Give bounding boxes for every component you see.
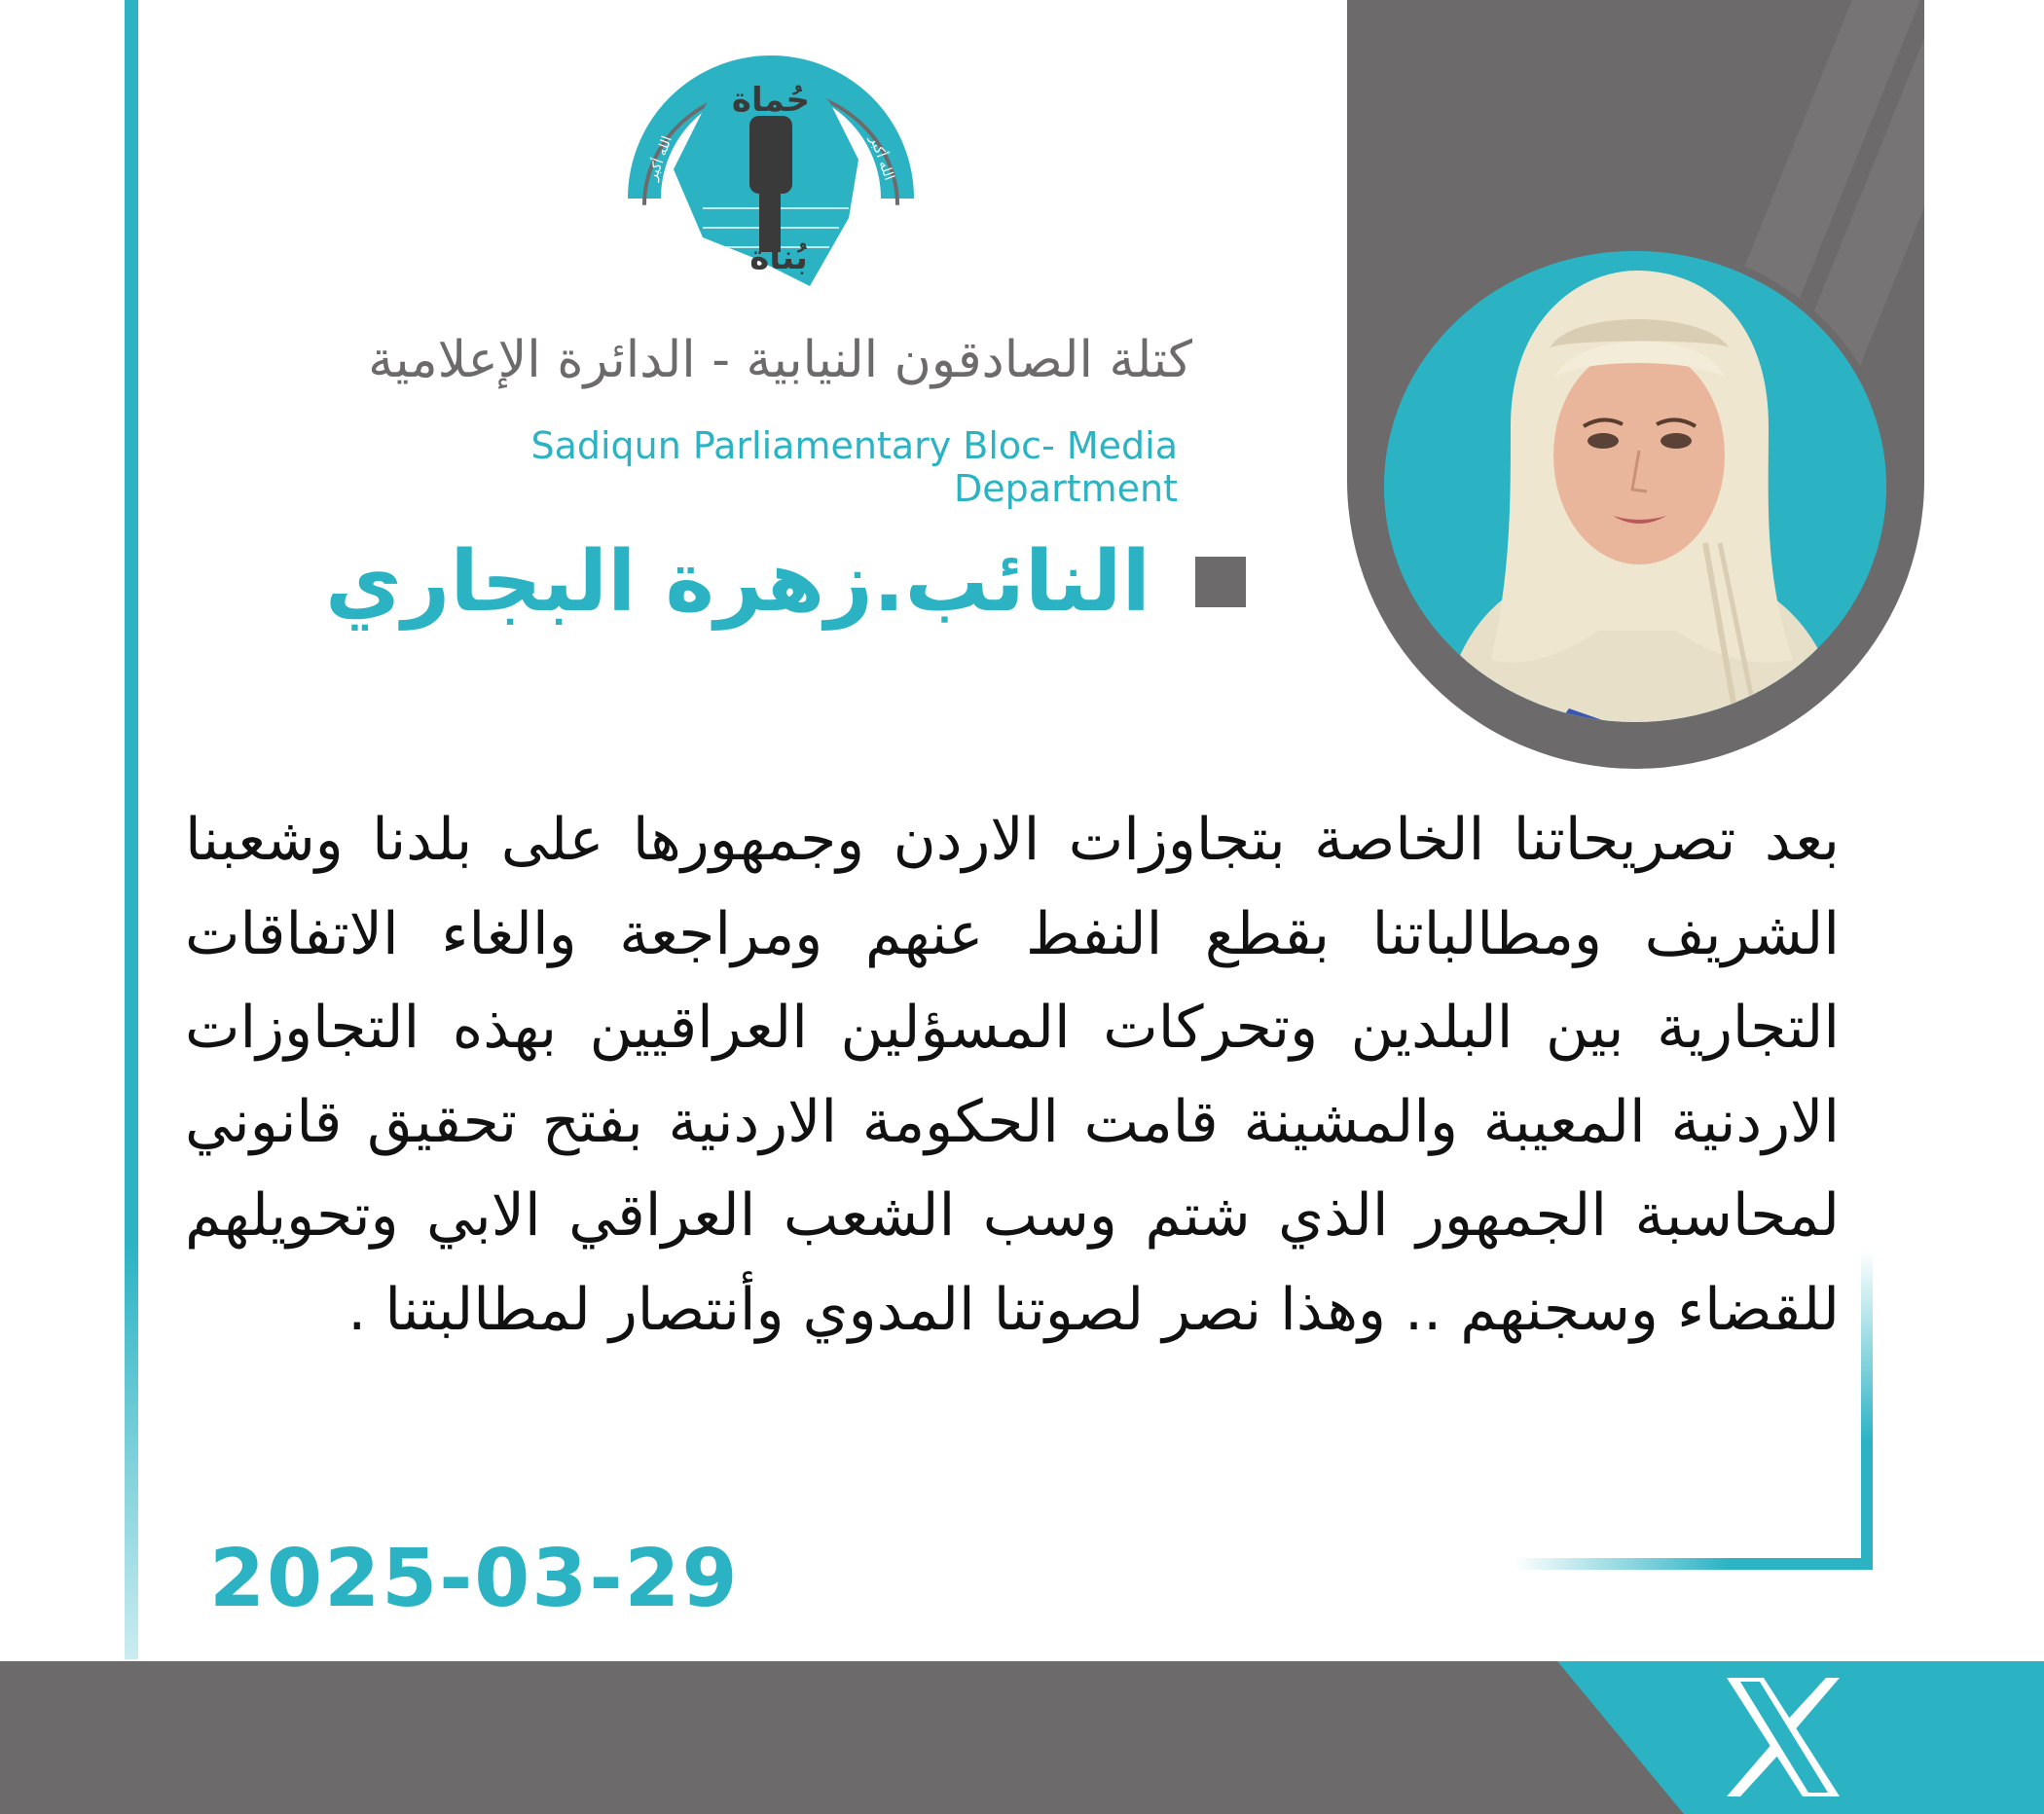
portrait-illustration bbox=[1384, 251, 1886, 722]
logo-word-top: حُماة bbox=[731, 81, 811, 120]
text-frame-right bbox=[1861, 1251, 1873, 1570]
date: 2025-03-29 bbox=[209, 1533, 740, 1625]
text-frame-bottom bbox=[1514, 1558, 1873, 1570]
name-bullet-square bbox=[1195, 557, 1246, 607]
logo-motto-left: الله أكبر bbox=[644, 133, 675, 183]
name-row bbox=[325, 533, 1246, 631]
portrait-photo bbox=[1376, 243, 1894, 730]
logo-word-bottom: بُناة bbox=[749, 238, 808, 277]
header-english: Sadiqun Parliamentary Bloc- Media Department bbox=[530, 424, 1178, 510]
organization-logo bbox=[605, 14, 936, 306]
x-logo-icon[interactable] bbox=[1717, 1672, 1849, 1802]
logo-ring-text: حركة الصادقون bbox=[702, 36, 840, 60]
header-arabic: كتلة الصادقون النيابية - الدائرة الإعلامية bbox=[368, 331, 1192, 389]
left-accent-bar bbox=[125, 0, 138, 1659]
statement-text: بعد تصريحاتنا الخاصة بتجاوزات الاردن وجمهورها على بلدنا وشعبنا الشريف ومطالباتنا بقطع النفط عنهم ومراجعة والغاء الاتفاقات التجارية بين البلدين وتحركات المسؤلين العراقيين بهذه التجاوزات الاردنية المعيبة والمشينة قامت الحكومة الاردنية بفتح تحقيق قانوني لمحاسبة الجمهور الذي شتم وسب الشعب العراقي الابي وتحويلهم للقضاء وسجنهم .. وهذا نصر لصوتنا المدوي وأنتصار لمطالبتنا . bbox=[185, 806, 1840, 1344]
person-name: النائب.زهرة البجاري bbox=[325, 533, 1150, 631]
logo-motto-right: الله أكبر bbox=[866, 133, 897, 183]
